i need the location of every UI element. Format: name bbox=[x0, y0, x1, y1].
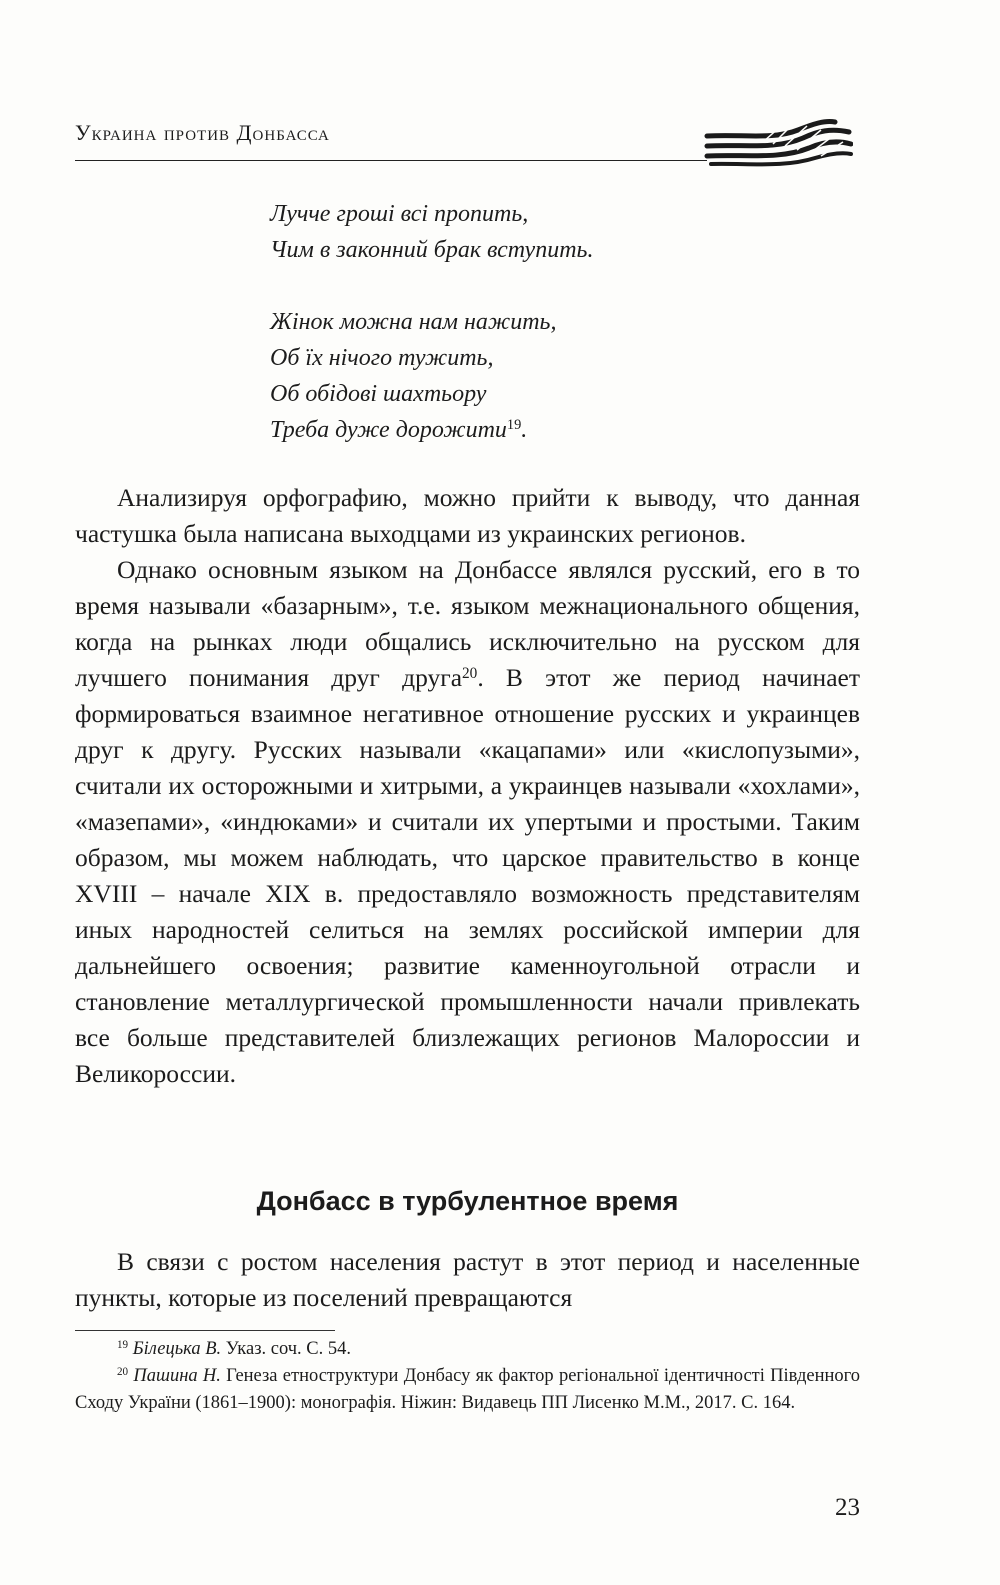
footnote-19 bbox=[75, 1336, 860, 1363]
verse-stanza-1 bbox=[270, 196, 830, 268]
verse-stanza-2 bbox=[270, 304, 830, 448]
section-heading: Донбасс в турбулентное время bbox=[256, 1186, 679, 1216]
paragraph-2-part-2: . В этот же период начинает формироваться взаимное негативное отношение русских и украинцев друг к другу. Русских называли «кацапами» или «кислопузыми», считали их осторожными и хитрыми, а украинцев называли «хохлами», «мазепами», «индюками» и считали их упертыми и простыми. Таким образом, мы можем наблюдать, что царское правительство в конце XVIII – начале XIX в. предоставляло возможность представителям иных народностей селиться на землях российской империи для дальнейшего освоения; развитие каменноугольной отрасли и становление металлургической промышленности начали привлекать все больше представителей близлежащих регионов Малороссии и Великороссии. bbox=[75, 663, 860, 1088]
footnotes bbox=[75, 1336, 860, 1417]
verse-line: Лучче гроші всі пропить, bbox=[270, 201, 529, 227]
verse-line-last bbox=[270, 412, 830, 448]
paragraph-2 bbox=[75, 552, 860, 1092]
body-text bbox=[75, 480, 860, 1092]
paragraph-1: Анализируя орфографию, можно прийти к выводу, что данная частушка была написана выходцами из украинских регионов. bbox=[75, 483, 860, 548]
footnote-author: Пашина Н. bbox=[133, 1366, 221, 1386]
section-paragraph-1: В связи с ростом населения растут в этот период и населенные пункты, которые из поселений превращаются bbox=[75, 1247, 860, 1312]
verse-line-end: . bbox=[521, 417, 528, 443]
section-body bbox=[75, 1244, 860, 1316]
verse-line: Чим в законний брак вступить. bbox=[270, 237, 594, 263]
footnote-20 bbox=[75, 1363, 860, 1417]
footnote-text: Генеза етноструктури Донбасу як фактор регіональної ідентичності Південного Сходу України (1861–1900): монографія. Ніжин: Видавець ПП Лисенко М.М., 2017. С. 164. bbox=[75, 1366, 860, 1413]
paragraph-2-part-1: Однако основным языком на Донбассе являлся русский, его в то время называли «базарным», т.е. языком межнационального общения, когда на рынках люди общались исключительно на русском для лучшего понимания друг друга bbox=[75, 555, 860, 692]
header-rule bbox=[75, 160, 707, 161]
tricolor-ribbon-icon bbox=[703, 116, 853, 172]
verse-line: Об їх нічого тужить, bbox=[270, 345, 494, 371]
verse-line: Жінок можна нам нажить, bbox=[270, 309, 557, 335]
footnote-number: 19 bbox=[117, 1338, 129, 1351]
footnote-number: 20 bbox=[117, 1365, 129, 1378]
footnote-author: Білецька В. bbox=[132, 1339, 222, 1359]
footnote-ref-20[interactable]: 20 bbox=[462, 664, 478, 682]
footnote-text: Указ. соч. С. 54. bbox=[221, 1339, 351, 1359]
verse-block bbox=[270, 196, 830, 484]
page-number: 23 bbox=[835, 1494, 860, 1521]
running-title: Украина против Донбасса bbox=[75, 120, 330, 145]
verse-line-text: Треба дуже дорожити bbox=[270, 417, 507, 443]
running-header bbox=[75, 116, 860, 166]
footnote-ref-19[interactable]: 19 bbox=[506, 417, 522, 434]
footnote-rule bbox=[75, 1330, 335, 1331]
verse-line: Об обідові шахтьору bbox=[270, 381, 487, 407]
